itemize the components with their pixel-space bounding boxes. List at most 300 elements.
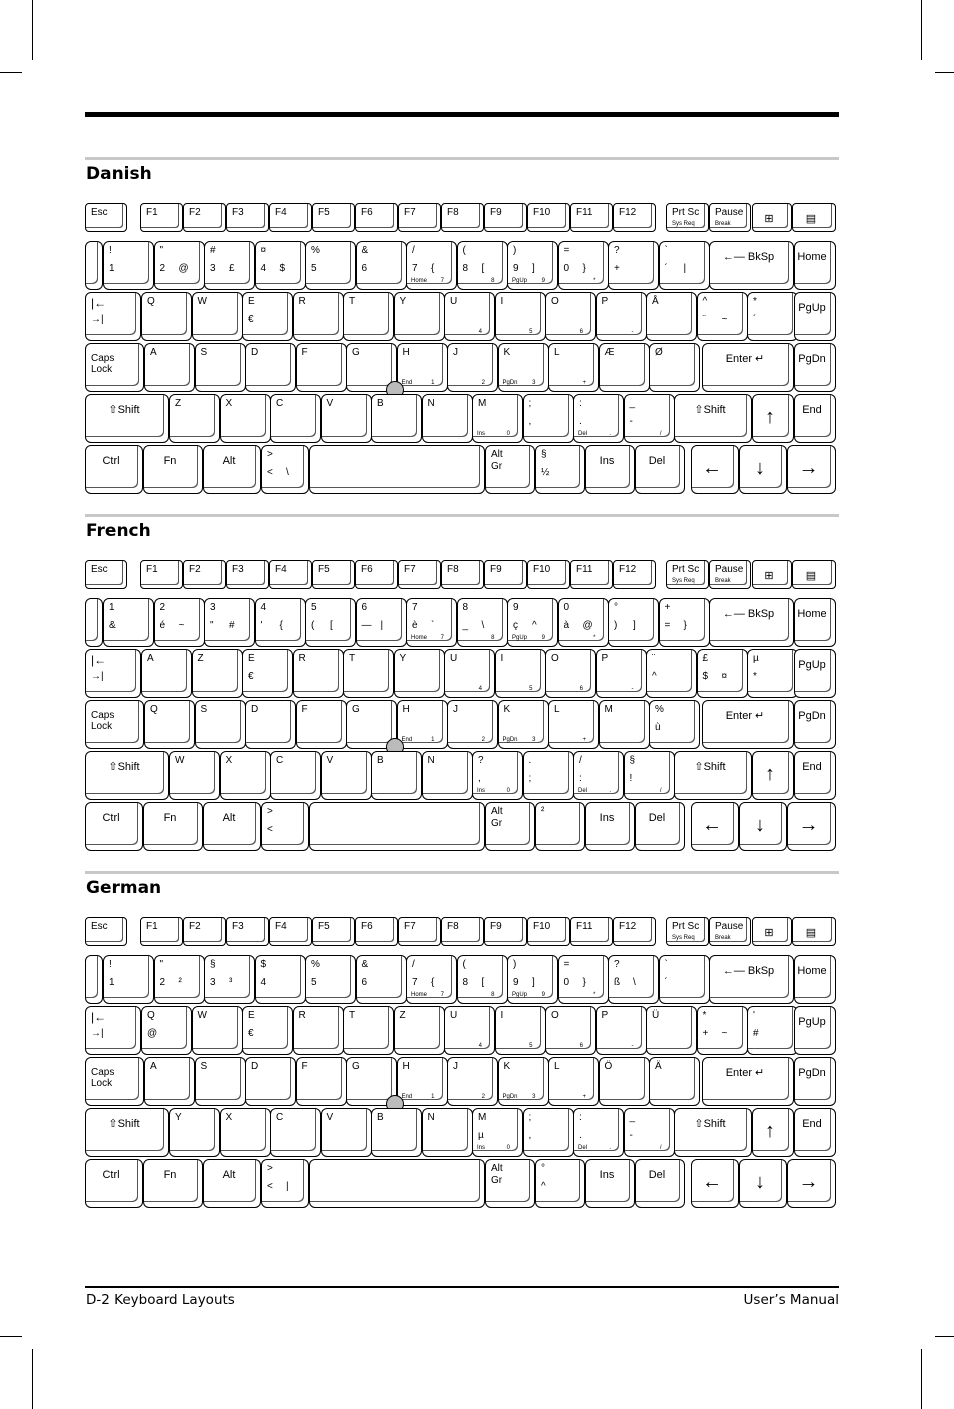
fkey-f2	[183, 917, 226, 946]
key-legend-top: G	[352, 347, 360, 358]
right-shift-key	[674, 751, 752, 800]
fkey-f3	[226, 917, 269, 946]
key-legend-bottom: ß	[614, 977, 621, 988]
key-legend-top: O	[551, 653, 559, 664]
key-legend-top: ;	[528, 1112, 532, 1123]
key-legend-top: V	[326, 398, 334, 409]
key-legend-bottom: =	[664, 620, 671, 631]
numpad-digit: +	[582, 380, 586, 386]
key-legend-top: R	[298, 653, 306, 664]
numpad-digit: 6	[579, 686, 583, 692]
fkey-f12	[613, 917, 656, 946]
letter-key	[394, 649, 445, 698]
numpad-label: Ins	[477, 1145, 486, 1151]
alt-key	[203, 445, 261, 494]
del-key	[635, 1159, 685, 1208]
numpad-label: Del	[578, 431, 588, 437]
key-legend-top: K	[503, 1061, 511, 1072]
key-legend-top: G	[352, 1061, 360, 1072]
key-legend-alt: @	[582, 620, 593, 631]
numpad-digit: 5	[529, 1043, 533, 1049]
fn-key	[143, 802, 203, 851]
key-legend-top: 2	[159, 602, 166, 613]
key-sublabel: Break	[715, 221, 731, 227]
key-legend-top: J	[453, 347, 458, 358]
numpad-digit: 4	[478, 686, 482, 692]
letter-key	[472, 751, 523, 800]
key-legend-bottom: &	[109, 620, 116, 631]
key-legend-bottom: +	[614, 263, 620, 274]
backspace-key	[709, 955, 794, 1004]
letter-key	[195, 700, 246, 749]
backspace-arrow-icon: ←— BkSp	[722, 251, 775, 263]
right-arrow-key	[787, 1159, 836, 1208]
key-legend-top: Y	[175, 1112, 182, 1123]
fkey-label: F7	[404, 207, 416, 218]
crop-mark	[921, 1349, 922, 1409]
key-legend-bottom: 7	[412, 977, 418, 988]
key-legend-bottom: 6	[361, 977, 368, 988]
letter-key	[599, 1057, 650, 1106]
key-legend-top: 4	[260, 602, 267, 613]
key-label: Ins	[599, 455, 615, 467]
letter-key	[545, 1006, 596, 1055]
fkey-f6	[355, 560, 398, 589]
key-legend-bottom: 4	[260, 977, 267, 988]
key-label: Fn	[163, 1169, 177, 1181]
letter-key	[141, 649, 192, 698]
letter-key	[498, 1057, 549, 1106]
letter-key	[747, 292, 798, 341]
key-legend-top: Q	[147, 296, 155, 307]
shift-key-label: ⇧Shift	[108, 761, 140, 773]
key-legend-top: U	[450, 1010, 458, 1021]
letter-key	[596, 292, 647, 341]
key-legend-top: M	[478, 1112, 487, 1123]
key-legend-alt: }	[582, 977, 586, 988]
key-label: Caps	[91, 353, 115, 364]
left-arrow-key	[691, 445, 739, 494]
left-arrow-icon: ←	[702, 814, 722, 836]
key-legend-top: 0	[563, 602, 570, 613]
number-row-key	[356, 955, 407, 1004]
fkey-label: F2	[189, 564, 201, 575]
left-shift-key	[85, 1108, 169, 1157]
key-legend-alt: ]	[633, 620, 636, 631]
fkey-label: F1	[146, 207, 158, 218]
number-row-key	[255, 241, 306, 290]
letter-key	[397, 343, 448, 392]
key-legend-alt: ~	[178, 620, 185, 631]
letter-key	[220, 394, 271, 443]
del-key	[635, 445, 685, 494]
key-legend-bottom: ç	[513, 620, 518, 631]
shift-key-label: ⇧Shift	[694, 404, 726, 416]
extra-key	[535, 445, 585, 494]
key-legend-top: "	[159, 959, 164, 970]
caps-lock-key	[85, 700, 144, 749]
spacebar	[309, 445, 485, 494]
key-legend-bottom: _	[462, 620, 469, 631]
enter-key-label: Enter ↵	[725, 1067, 765, 1079]
key-label: Caps	[91, 710, 115, 721]
key-legend-top: B	[377, 755, 384, 766]
altgr-key	[485, 445, 535, 494]
letter-key	[192, 649, 243, 698]
key-legend-bottom: $	[702, 671, 709, 682]
key-label: Alt	[222, 812, 236, 824]
numpad-digit: 2	[481, 380, 485, 386]
numpad-label: PgUp	[512, 992, 528, 998]
crop-mark	[935, 72, 954, 73]
key-legend-top: Q	[147, 1010, 155, 1021]
fkey-label: F6	[361, 564, 373, 575]
key-legend-bottom: é	[159, 620, 166, 631]
key-legend-top: I	[500, 1010, 504, 1021]
key-legend-top: H	[402, 704, 410, 715]
number-row-key	[305, 598, 356, 647]
key-legend-top: >	[267, 806, 273, 817]
tab-icon: →|	[91, 1028, 104, 1039]
letter-key	[293, 1006, 344, 1055]
letter-key	[296, 343, 347, 392]
key-legend-top: ?	[614, 959, 620, 970]
fkey-label: F7	[404, 921, 416, 932]
letter-key	[573, 1108, 624, 1157]
key-legend-top: /	[412, 959, 415, 970]
windows-key	[752, 560, 792, 589]
letter-key	[649, 1057, 700, 1106]
numpad-label: Home	[411, 635, 428, 641]
key-legend-top: E	[248, 296, 255, 307]
number-row-key	[457, 955, 508, 1004]
tab-icon: |←	[91, 653, 107, 667]
key-legend-top: &	[361, 959, 369, 970]
numpad-label: PgUp	[512, 278, 528, 284]
number-row-key	[255, 598, 306, 647]
letter-key	[624, 1108, 675, 1157]
key-legend-alt: #	[229, 620, 235, 631]
letter-key	[169, 394, 220, 443]
letter-key	[270, 394, 321, 443]
key-legend-top: 5	[311, 602, 317, 613]
key-legend-bottom: 2	[159, 977, 166, 988]
number-row-key	[507, 241, 558, 290]
key-legend-alt: |	[683, 263, 687, 274]
letter-key	[242, 649, 293, 698]
key-legend-top: *	[753, 296, 757, 307]
key-legend-bottom: 5	[311, 977, 317, 988]
down-arrow-icon: ↓	[755, 814, 765, 836]
fkey-label: F7	[404, 564, 416, 575]
letter-key	[523, 1108, 574, 1157]
key-legend-top: C	[276, 755, 284, 766]
fkey-esc	[85, 560, 127, 589]
key-legend-top: W	[175, 755, 185, 766]
letter-key	[242, 1006, 293, 1055]
key-legend-top: '	[753, 1010, 755, 1021]
caps-lock-key	[85, 343, 144, 392]
fkey-f8	[441, 917, 484, 946]
key-legend-top: V	[326, 755, 334, 766]
key-legend-top: L	[554, 704, 560, 715]
key-label: Prt Sc	[672, 207, 700, 218]
fkey-f1	[140, 203, 183, 232]
letter-key	[192, 292, 243, 341]
shift-key-label: ⇧Shift	[108, 404, 140, 416]
numpad-digit: 8	[491, 635, 495, 641]
numpad-label: Home	[411, 278, 428, 284]
numpad-digit: 6	[579, 329, 583, 335]
ctrl-key	[85, 802, 143, 851]
numpad-digit: *	[593, 635, 596, 641]
key-legend-top: L	[554, 1061, 560, 1072]
key-legend-top: 7	[412, 602, 418, 613]
numpad-digit: 0	[506, 431, 510, 437]
key-legend-top: C	[276, 398, 284, 409]
windows-icon: ⊞	[764, 213, 774, 225]
letter-key	[242, 292, 293, 341]
key-legend-bottom: 4	[260, 263, 267, 274]
letter-key	[548, 700, 599, 749]
key-legend-top: µ	[753, 653, 759, 664]
fkey-label: F6	[361, 921, 373, 932]
numpad-digit: +	[582, 1094, 586, 1100]
key-legend-bottom: ´	[664, 263, 668, 274]
fkey-f8	[441, 203, 484, 232]
key-label: Lock	[91, 1078, 113, 1089]
letter-key	[498, 343, 549, 392]
key-legend-top: U	[450, 296, 458, 307]
footer-right: User’s Manual	[743, 1292, 839, 1308]
key-legend-top: _	[629, 1112, 636, 1123]
fkey-label: F12	[619, 207, 637, 218]
fkey-label: F3	[232, 207, 244, 218]
ctrl-key	[85, 1159, 143, 1208]
right-arrow-key	[787, 802, 836, 851]
key-legend-bottom: €	[248, 671, 254, 682]
angle-bracket-key	[261, 1159, 309, 1208]
home-key	[794, 955, 836, 1004]
key-label: Prt Sc	[672, 564, 700, 575]
fkey-f10	[527, 203, 570, 232]
letter-key	[296, 1057, 347, 1106]
key-legend-top: §	[629, 755, 636, 766]
fkey-label: F1	[146, 564, 158, 575]
fkey-f7	[398, 560, 441, 589]
key-legend-top: X	[225, 755, 233, 766]
numpad-label: Home	[411, 992, 428, 998]
key-legend-top: Y	[399, 296, 407, 307]
down-arrow-key	[739, 1159, 787, 1208]
letter-key	[646, 649, 697, 698]
key-legend-top: *	[702, 1010, 707, 1021]
key-legend-top: B	[377, 398, 384, 409]
key-label: Del	[648, 455, 666, 467]
numpad-label: Del	[578, 788, 588, 794]
letter-key	[270, 1108, 321, 1157]
numpad-label: PgDn	[502, 737, 518, 743]
key-label: Pause	[715, 564, 744, 575]
key-legend-bottom: @	[147, 1028, 158, 1039]
key-legend-top: Z	[399, 1010, 406, 1021]
key-legend-alt: $	[279, 263, 286, 274]
ins-key	[585, 445, 635, 494]
ctrl-key	[85, 445, 143, 494]
letter-key	[141, 1006, 192, 1055]
key-legend-top: =	[563, 245, 570, 256]
number-row-key	[558, 241, 609, 290]
right-shift-key	[674, 1108, 752, 1157]
key-legend-top: §	[541, 449, 547, 460]
number-row-key	[558, 955, 609, 1004]
key-legend-top: H	[402, 347, 410, 358]
number-row-key	[659, 955, 710, 1004]
key-label: Ins	[599, 1169, 615, 1181]
end-key	[794, 394, 836, 443]
key-legend-top: P	[601, 296, 609, 307]
key-label: Del	[648, 812, 666, 824]
home-key	[794, 598, 836, 647]
key-legend-top: A	[147, 653, 154, 664]
prtsc-key	[666, 917, 709, 946]
up-arrow-icon: ↑	[765, 406, 775, 428]
key-legend-top: M	[604, 704, 613, 715]
pgup-key	[794, 1006, 836, 1055]
right-arrow-key	[787, 445, 836, 494]
numpad-digit: 9	[541, 278, 545, 284]
key-legend-top: K	[503, 347, 511, 358]
fkey-label: Esc	[91, 921, 108, 932]
section-rule	[85, 514, 839, 517]
key-legend-bottom: ´	[753, 314, 757, 325]
key-legend-top: P	[601, 653, 609, 664]
letter-key	[444, 649, 495, 698]
key-legend-alt: |	[286, 1181, 289, 1192]
fn-key	[143, 1159, 203, 1208]
number-row-key	[103, 241, 154, 290]
key-legend-bottom: -	[629, 416, 633, 427]
number-row-key	[659, 598, 710, 647]
key-legend-bottom: "	[210, 620, 214, 631]
key-legend-top: T	[349, 653, 356, 664]
letter-key	[192, 1006, 243, 1055]
key-legend-alt: \	[286, 467, 289, 478]
letter-key	[444, 292, 495, 341]
number-row-key	[204, 241, 255, 290]
letter-key	[141, 292, 192, 341]
numpad-label: Ins	[477, 431, 486, 437]
keyboard-diagram	[85, 915, 839, 1205]
key-legend-top: Y	[399, 653, 407, 664]
key-legend-top: I	[500, 653, 504, 664]
key-legend-top: X	[225, 398, 233, 409]
key-legend-top: R	[298, 296, 306, 307]
key-legend-top: W	[197, 296, 207, 307]
footer-left: D-2 Keyboard Layouts	[86, 1292, 235, 1308]
windows-icon: ⊞	[764, 927, 774, 939]
crop-mark	[0, 72, 22, 73]
fkey-f5	[312, 917, 355, 946]
fkey-f3	[226, 203, 269, 232]
key-legend-top: O	[551, 296, 559, 307]
key-label: Home	[797, 965, 827, 977]
key-label: Alt	[491, 1163, 503, 1174]
key-legend-alt: [	[481, 263, 485, 274]
numpad-digit: *	[593, 278, 596, 284]
fkey-f7	[398, 917, 441, 946]
numpad-digit: 3	[532, 1094, 536, 1100]
key-legend-top: W	[197, 1010, 207, 1021]
key-legend-top: :	[579, 1112, 582, 1123]
numpad-digit: 2	[481, 737, 485, 743]
pause-key	[709, 917, 751, 946]
key-legend-top: #	[210, 245, 216, 256]
key-legend-bottom: 6	[361, 263, 368, 274]
key-label: Fn	[163, 455, 177, 467]
key-legend-top: U	[450, 653, 458, 664]
key-legend-top: H	[402, 1061, 410, 1072]
fkey-label: F9	[490, 921, 502, 932]
prtsc-key	[666, 560, 709, 589]
letter-key	[321, 751, 372, 800]
key-legend-top: £	[702, 653, 709, 664]
key-legend-top: `	[664, 245, 668, 256]
key-legend-bottom: *	[753, 671, 757, 682]
numpad-label: Ins	[477, 788, 486, 794]
fkey-f7	[398, 203, 441, 232]
number-row-key	[608, 955, 659, 1004]
key-legend-top: F	[301, 1061, 308, 1072]
key-legend-bottom: )	[614, 620, 618, 631]
key-legend-top: F	[301, 704, 308, 715]
numpad-digit: 6	[579, 1043, 583, 1049]
backspace-arrow-icon: ←— BkSp	[722, 608, 775, 620]
numpad-digit: 9	[541, 992, 545, 998]
key-label: Alt	[222, 1169, 236, 1181]
key-legend-top: T	[349, 1010, 356, 1021]
key-legend-bottom: <	[267, 1181, 273, 1192]
key-legend-bottom: <	[267, 824, 273, 835]
key-legend-top: (	[462, 245, 466, 256]
key-legend-bottom: ^	[652, 671, 657, 682]
tab-key	[85, 649, 141, 698]
key-legend-top: )	[513, 245, 517, 256]
numpad-digit: -	[631, 329, 634, 335]
down-arrow-key	[739, 802, 787, 851]
fkey-label: F8	[447, 921, 459, 932]
letter-key	[321, 394, 372, 443]
key-legend-bottom: ,	[478, 773, 481, 784]
numpad-digit: 8	[491, 278, 495, 284]
letter-key	[245, 1057, 296, 1106]
key-legend-bottom: ´	[664, 977, 668, 988]
numpad-digit: -	[631, 1043, 634, 1049]
key-legend-bottom: #	[753, 1028, 759, 1039]
key-legend-alt: {	[431, 977, 435, 988]
key-legend-bottom: 8	[462, 977, 469, 988]
key-legend-alt: `	[431, 620, 435, 631]
pgdn-key	[794, 1057, 836, 1106]
letter-key	[343, 1006, 394, 1055]
left-arrow-icon: ←	[702, 1171, 722, 1193]
fkey-f11	[570, 917, 613, 946]
fkey-label: F5	[318, 564, 330, 575]
key-legend-top: N	[427, 1112, 435, 1123]
key-legend-alt: {	[279, 620, 283, 631]
letter-key	[195, 1057, 246, 1106]
fkey-f1	[140, 560, 183, 589]
